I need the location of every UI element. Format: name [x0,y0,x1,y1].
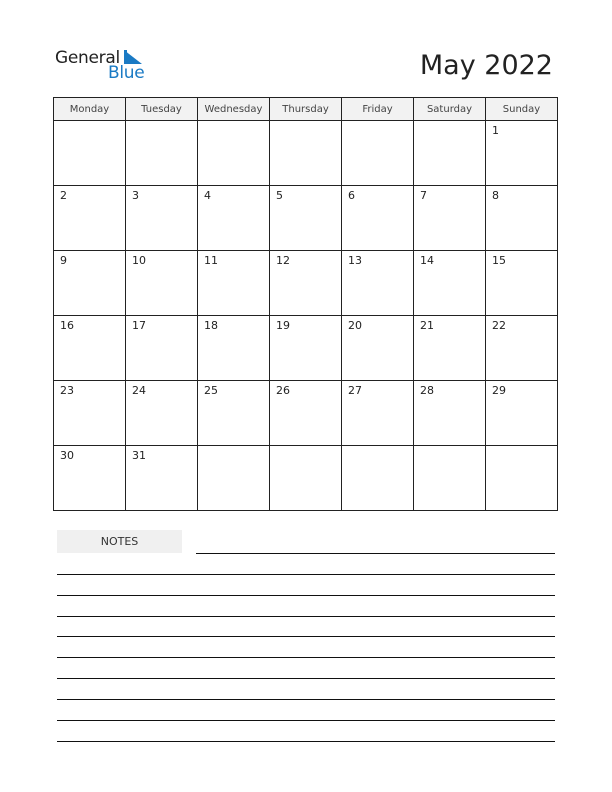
day-number [414,121,485,124]
day-cell [54,381,126,446]
day-number [486,446,557,449]
day-cell [198,381,270,446]
day-number: 7 [420,189,427,202]
day-number [126,121,197,124]
logo [55,46,150,86]
day-number: 11 [204,254,218,267]
day-cell [342,251,414,316]
weekday-header: Monday [54,98,126,121]
day-number: 24 [132,384,146,397]
day-number: 21 [420,319,434,332]
day-number [198,446,269,449]
day-cell [486,251,558,316]
day-number [342,446,413,449]
day-cell [198,316,270,381]
day-cell [270,446,342,511]
day-number: 13 [348,254,362,267]
day-cell [414,381,486,446]
day-number [198,121,269,124]
day-number: 1 [492,124,499,137]
day-number: 20 [348,319,362,332]
day-number: 9 [60,254,67,267]
day-number: 23 [60,384,74,397]
day-number [414,446,485,449]
logo-word-blue: Blue [108,63,145,83]
day-cell [270,381,342,446]
logo-triangle-icon [124,50,142,64]
day-cell [342,316,414,381]
day-cell [270,251,342,316]
day-number: 14 [420,254,434,267]
weekday-header: Thursday [270,98,342,121]
note-line [57,741,555,742]
day-cell [414,251,486,316]
note-line [57,616,555,617]
weekday-header: Tuesday [126,98,198,121]
day-number: 2 [60,189,67,202]
day-number: 28 [420,384,434,397]
note-line [57,699,555,700]
day-cell [198,251,270,316]
day-number: 27 [348,384,362,397]
note-line [57,657,555,658]
day-number: 15 [492,254,506,267]
day-cell [342,121,414,186]
day-number: 26 [276,384,290,397]
day-number [270,446,341,449]
day-cell [126,381,198,446]
day-cell [54,446,126,511]
day-cell [126,121,198,186]
day-number: 5 [276,189,283,202]
day-number: 31 [132,449,146,462]
weekday-header: Wednesday [198,98,270,121]
day-number: 18 [204,319,218,332]
day-cell [414,121,486,186]
day-cell [486,316,558,381]
day-cell [54,121,126,186]
day-cell [126,316,198,381]
day-cell [486,446,558,511]
note-line [196,553,555,554]
day-number: 10 [132,254,146,267]
notes-label: NOTES [57,530,182,553]
calendar-grid [53,97,558,511]
day-cell [414,186,486,251]
week-row [54,316,558,381]
day-cell [342,186,414,251]
day-number: 3 [132,189,139,202]
day-cell [198,121,270,186]
day-cell [198,186,270,251]
logo-word-general: General [55,48,120,68]
day-number [270,121,341,124]
day-cell [126,186,198,251]
weekday-header: Sunday [486,98,558,121]
day-cell [486,381,558,446]
day-number: 6 [348,189,355,202]
day-cell [486,186,558,251]
note-line [57,595,555,596]
day-cell [270,316,342,381]
day-cell [198,446,270,511]
day-cell [54,186,126,251]
day-cell [342,381,414,446]
day-cell [486,121,558,186]
day-number: 4 [204,189,211,202]
page-title: May 2022 [419,50,553,81]
week-row [54,121,558,186]
day-cell [126,251,198,316]
day-number: 25 [204,384,218,397]
day-number [342,121,413,124]
day-cell [270,121,342,186]
day-number: 12 [276,254,290,267]
day-number: 16 [60,319,74,332]
week-row [54,446,558,511]
weekday-header: Friday [342,98,414,121]
day-cell [414,446,486,511]
day-number [54,121,125,124]
note-line [57,636,555,637]
note-line [57,720,555,721]
day-cell [126,446,198,511]
week-row [54,381,558,446]
day-number: 30 [60,449,74,462]
day-cell [54,316,126,381]
day-number: 22 [492,319,506,332]
week-row [54,251,558,316]
note-line [57,678,555,679]
day-cell [414,316,486,381]
day-cell [270,186,342,251]
weekday-header-row [54,98,558,121]
day-cell [54,251,126,316]
weekday-header: Saturday [414,98,486,121]
week-row [54,186,558,251]
note-line [57,574,555,575]
day-cell [342,446,414,511]
day-number: 17 [132,319,146,332]
day-number: 29 [492,384,506,397]
day-number: 8 [492,189,499,202]
day-number: 19 [276,319,290,332]
